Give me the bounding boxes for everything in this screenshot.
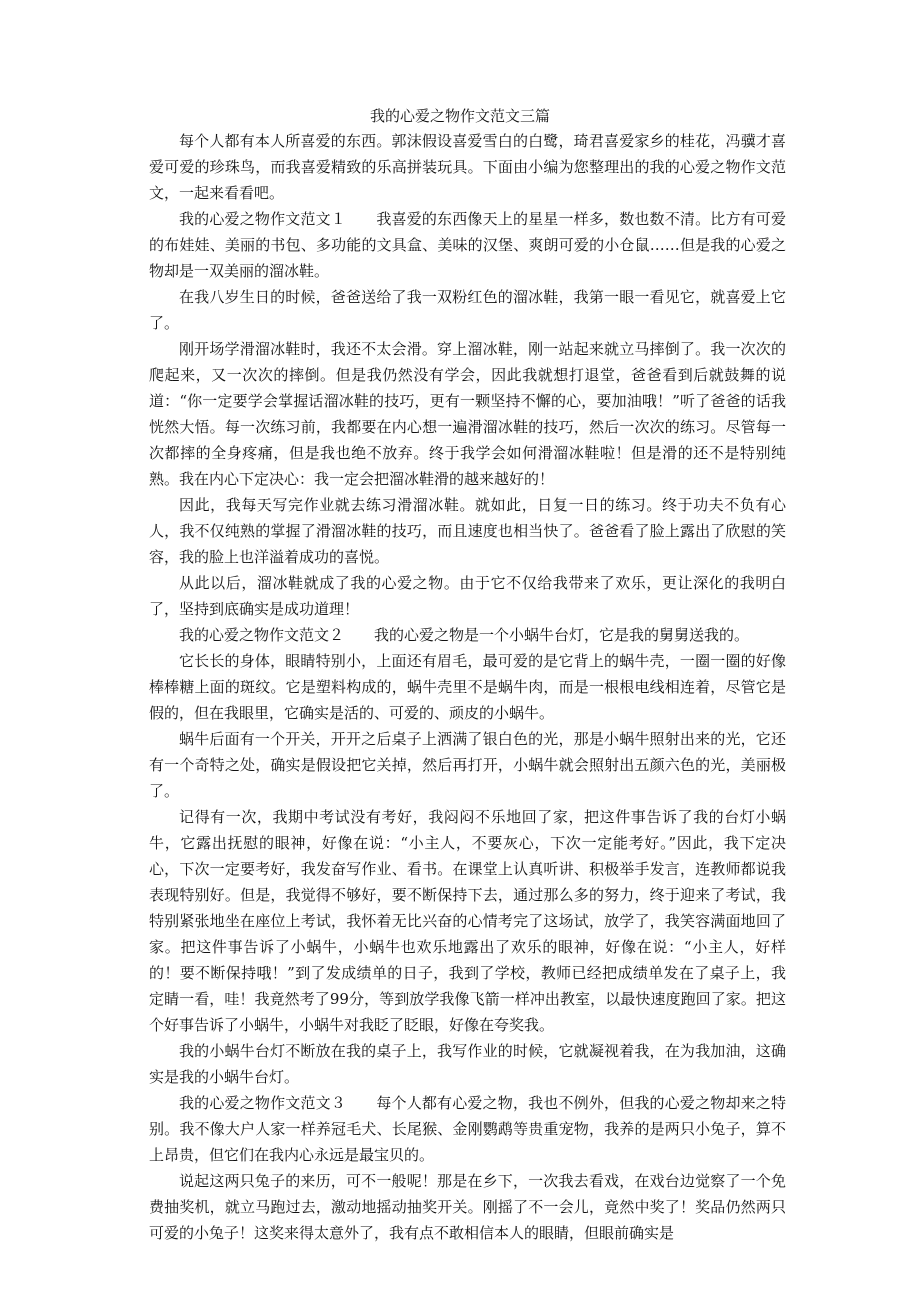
paragraph: 从此以后，溜冰鞋就成了我的心爱之物。由于它不仅给我带来了欢乐，更让深化的我明白了，坚持到底确实是成功道理！ — [149, 574, 786, 618]
paragraph: 我的小蜗牛台灯不断放在我的桌子上，我写作业的时候，它就凝视着我，在为我加油，这确实是我的小蜗牛台灯。 — [149, 1042, 786, 1086]
paragraph: 蜗牛后面有一个开关，开开之后桌子上洒满了银白色的光，那是小蜗牛照射出来的光，它还有一个奇特之处，确实是假设把它关掉，然后再打开，小蜗牛就会照射出五颜六色的光，美丽极了。 — [149, 730, 786, 800]
paragraph: 刚开场学滑溜冰鞋时，我还不太会滑。穿上溜冰鞋，刚一站起来就立马摔倒了。我一次次的爬起来，又一次次的摔倒。但是我仍然没有学会，因此我就想打退堂，爸爸看到后就鼓舞的说道：“你一定要学会掌握话溜冰鞋的技巧，更有一颗坚持不懈的心，要加油哦！”听了爸爸的话我恍然大悟。每一次练习前，我都要在内心想一遍滑溜冰鞋的技巧，然后一次次的练习。尽管每一次都摔的全身疼痛，但是我也绝不放弃。终于我学会如何滑溜冰鞋啦！但是滑的还不是特别纯熟。我在内心下定决心：我一定会把溜冰鞋滑的越来越好的！ — [149, 340, 786, 488]
paragraph: 说起这两只兔子的来历，可不一般呢！那是在乡下，一次我去看戏，在戏台边觉察了一个免费抽奖机，就立马跑过去，激动地摇动抽奖开关。刚摇了不一会儿，竟然中奖了！奖品仍然两只可爱的小兔子！这奖来得太意外了，我有点不敢相信本人的眼睛，但眼前确实是 — [149, 1172, 786, 1242]
paragraph: 因此，我每天写完作业就去练习滑溜冰鞋。就如此，日复一日的练习。终于功夫不负有心人，我不仅纯熟的掌握了滑溜冰鞋的技巧，而且速度也相当快了。爸爸看了脸上露出了欣慰的笑容，我的脸上也洋溢着成功的喜悦。 — [149, 496, 786, 566]
document-title: 我的心爱之物作文范文三篇 — [369, 107, 550, 125]
paragraph-essay1-heading: 我的心爱之物作文范文１ 我喜爱的东西像天上的星星一样多，数也数不清。比方有可爱的布娃娃、美丽的书包、多功能的文具盒、美味的汉堡、爽朗可爱的小仓鼠……但是我的心爱之物却是一双美丽的溜冰鞋。 — [149, 210, 786, 280]
paragraph: 在我八岁生日的时候，爸爸送给了我一双粉红色的溜冰鞋，我第一眼一看见它，就喜爱上它了。 — [149, 288, 786, 332]
paragraph: 记得有一次，我期中考试没有考好，我闷闷不乐地回了家，把这件事告诉了我的台灯小蜗牛，它露出抚慰的眼神，好像在说：“小主人，不要灰心，下次一定能考好。”因此，我下定决心，下次一定要考好，我发奋写作业、看书。在课堂上认真听讲、积极举手发言，连教师都说我表现特别好。但是，我觉得不够好，要不断保持下去，通过那么多的努力，终于迎来了考试，我特别紧张地坐在座位上考试，我怀着无比兴奋的心情考完了这场试，放学了，我笑容满面地回了家。把这件事告诉了小蜗牛，小蜗牛也欢乐地露出了欢乐的眼神，好像在说：“小主人，好样的！要不断保持哦！”到了发成绩单的日子，我到了学校，教师已经把成绩单发在了桌子上，我定睛一看，哇！我竟然考了99分，等到放学我像飞箭一样冲出教室，以最快速度跑回了家。把这个好事告诉了小蜗牛，小蜗牛对我眨了眨眼，好像在夸奖我。 — [149, 808, 786, 1034]
paragraph-essay2-heading: 我的心爱之物作文范文２ 我的心爱之物是一个小蜗牛台灯，它是我的舅舅送我的。 — [179, 626, 750, 644]
document-body — [149, 128, 786, 1246]
paragraph-intro: 每个人都有本人所喜爱的东西。郭沫假设喜爱雪白的白鹭，琦君喜爱家乡的桂花，冯骥才喜爱可爱的珍珠鸟，而我喜爱精致的乐高拼装玩具。下面由小编为您整理出的我的心爱之物作文范文，一起来看看吧。 — [149, 132, 786, 202]
paragraph: 它长长的身体，眼睛特别小，上面还有眉毛，最可爱的是它背上的蜗牛壳，一圈一圈的好像棒棒糖上面的斑纹。它是塑料构成的，蜗牛壳里不是蜗牛肉，而是一根根电线相连着，尽管它是假的，但在我眼里，它确实是活的、可爱的、顽皮的小蜗牛。 — [149, 652, 786, 722]
paragraph-essay3-heading: 我的心爱之物作文范文３ 每个人都有心爱之物，我也不例外，但我的心爱之物却来之特别。我不像大户人家一样养冠毛犬、长尾猴、金刚鹦鹉等贵重宠物，我养的是两只小兔子，算不上昂贵，但它们在我内心永远是最宝贝的。 — [149, 1094, 786, 1164]
